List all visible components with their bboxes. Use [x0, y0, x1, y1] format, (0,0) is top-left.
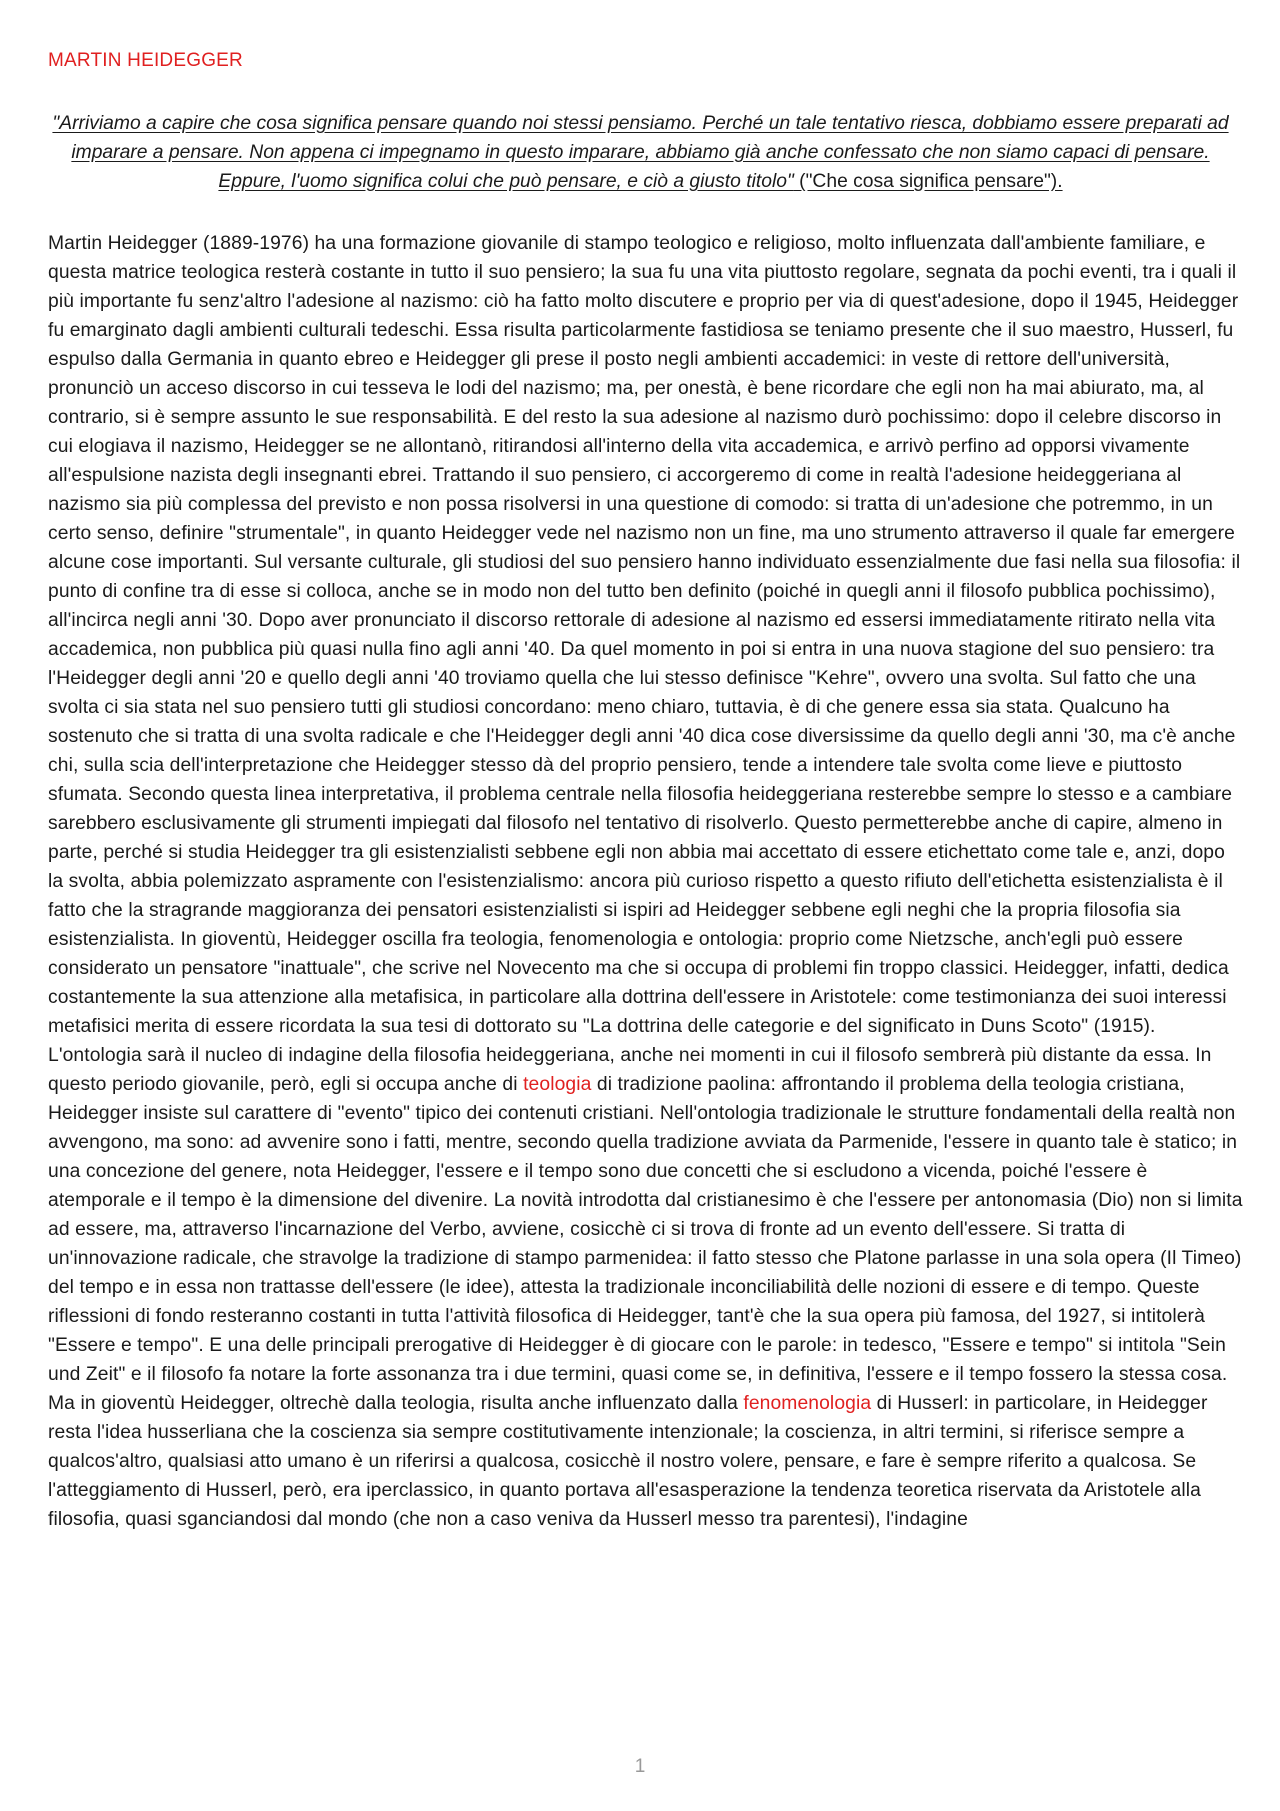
link-fenomenologia[interactable]: fenomenologia [743, 1393, 872, 1414]
body-text-part-1: Martin Heidegger (1889-1976) ha una formazione giovanile di stampo teologico e religioso, molto influenzata dall'ambiente familiare, e questa matrice teologica resterà costante in tutto il suo pensiero; la sua fu una vita piuttosto regolare, segnata da pochi eventi, tra i quali il più importante fu senz'altro l'adesione al nazismo: ciò ha fatto molto discutere e proprio per via di quest'adesione, dopo il 1945, Heidegger fu emarginato dagli ambienti culturali tedeschi. Essa risulta particolarmente fastidiosa se teniamo presente che il suo maestro, Husserl, fu espulso dalla Germania in quanto ebreo e Heidegger gli prese il posto negli ambienti accademici: in veste di rettore dell'università, pronunciò un acceso discorso in cui tesseva le lodi del nazismo; ma, per onestà, è bene ricordare che egli non ha mai abiurato, ma, al contrario, si è sempre assunto le sue responsabilità. E del resto la sua adesione al nazismo durò pochissimo: dopo il celebre discorso in cui elogiava il nazismo, Heidegger se ne allontanò, ritirandosi all'interno della vita accademica, e arrivò perfino ad opporsi vivamente all'espulsione nazista degli insegnanti ebrei. Trattando il suo pensiero, ci accorgeremo di come in realtà l'adesione heideggeriana al nazismo sia più complessa del previsto e non possa risolversi in una questione di comodo: si tratta di un'adesione che potremmo, in un certo senso, definire "strumentale", in quanto Heidegger vede nel nazismo non un fine, ma uno strumento attraverso il quale far emergere alcune cose importanti. Sul versante culturale, gli studiosi del suo pensiero hanno individuato essenzialmente due fasi nella sua filosofia: il punto di confine tra di esse si colloca, anche se in modo non del tutto ben definito (poiché in quegli anni il filosofo pubblica pochissimo), all'incirca negli anni '30. Dopo aver pronunciato il discorso rettorale di adesione al nazismo ed essersi immediatamente ritirato nella vita accademica, non pubblica più quasi nulla fino agli anni '40. Da quel momento in poi si entra in una nuova stagione del suo pensiero: tra l'Heidegger degli anni '20 e quello degli anni '40 troviamo quella che lui stesso definisce "Kehre", ovvero una svolta. Sul fatto che una svolta ci sia stata nel suo pensiero tutti gli studiosi concordano: meno chiaro, tuttavia, è di che genere essa sia stata. Qualcuno ha sostenuto che si tratta di una svolta radicale e che l'Heidegger degli anni '40 dica cose diversissime da quello degli anni '30, ma c'è anche chi, sulla scia dell'interpretazione che Heidegger stesso dà del proprio pensiero, tende a intendere tale svolta come lieve e piuttosto sfumata. Secondo questa linea interpretativa, il problema centrale nella filosofia heideggeriana resterebbe sempre lo stesso e a cambiare sarebbero esclusivamente gli strumenti impiegati dal filosofo nel tentativo di risolverlo. Questo permetterebbe anche di capire, almeno in parte, perché si studia Heidegger tra gli esistenzialisti sebbene egli non abbia mai accettato di essere etichettato come tale e, anzi, dopo la svolta, abbia polemizzato aspramente con l'esistenzialismo: ancora più curioso rispetto a questo rifiuto dell'etichetta esistenzialista è il fatto che la stragrande maggioranza dei pensatori esistenzialisti si ispiri ad Heidegger sebbene egli neghi che la propria filosofia sia esistenzialista. In gioventù, Heidegger oscilla fra teologia, fenomenologia e ontologia: proprio come Nietzsche, anch'egli può essere considerato un pensatore "inattuale", che scrive nel Novecento ma che si occupa di problemi fin troppo classici. Heidegger, infatti, dedica costantemente la sua attenzione alla metafisica, in particolare alla dottrina dell'essere in Aristotele: come testimonianza dei suoi interessi metafisici merita di essere ricordata la sua tesi di dottorato su "La dottrina delle categorie e del significato in Duns Scoto" (1915). L'ontologia sarà il nucleo di indagine della filosofia heideggeriana, anche nei momenti in cui il filosofo sembrerà più distante da essa. In questo periodo giovanile, però, egli si occupa anche di [48, 233, 1241, 1095]
page-number: 1 [634, 1756, 646, 1777]
epigraph-quote [48, 109, 1233, 196]
document-title: MARTIN HEIDEGGER [48, 50, 243, 71]
body-paragraph [48, 229, 1243, 1534]
body-text-part-2: di tradizione paolina: affrontando il problema della teologia cristiana, Heidegger insiste sul carattere di "evento" tipico dei contenuti cristiani. Nell'ontologia tradizionale le strutture fondamentali della realtà non avvengono, ma sono: ad avvenire sono i fatti, mentre, secondo quella tradizione avviata da Parmenide, l'essere in quanto tale è statico; in una concezione del genere, nota Heidegger, l'essere e il tempo sono due concetti che si escludono a vicenda, poiché l'essere è atemporale e il tempo è la dimensione del divenire. La novità introdotta dal cristianesimo è che l'essere per antonomasia (Dio) non si limita ad essere, ma, attraverso l'incarnazione del Verbo, avviene, cosicchè ci si trova di fronte ad un evento dell'essere. Si tratta di un'innovazione radicale, che stravolge la tradizione di stampo parmenidea: il fatto stesso che Platone parlasse in una sola opera (Il Timeo) del tempo e in essa non trattasse dell'essere (le idee), attesta la tradizionale inconciliabilità delle nozioni di essere e di tempo. Queste riflessioni di fondo resteranno costanti in tutta l'attività filosofica di Heidegger, tant'è che la sua opera più famosa, del 1927, si intitolerà "Essere e tempo". E una delle principali prerogative di Heidegger è di giocare con le parole: in tedesco, "Essere e tempo" si intitola "Sein und Zeit" e il filosofo fa notare la forte assonanza tra i due termini, quasi come se, in definitiva, l'essere e il tempo fossero la stessa cosa. Ma in gioventù Heidegger, oltrechè dalla teologia, risulta anche influenzato dalla [48, 1074, 1243, 1414]
quote-source: ("Che cosa significa pensare"). [793, 171, 1063, 192]
link-teologia[interactable]: teologia [523, 1074, 592, 1095]
quote-text: "Arriviamo a capire che cosa significa pensare quando noi stessi pensiamo. Perché un tale tentativo riesca, dobbiamo essere preparati ad imparare a pensare. Non appena ci impegnamo in questo imparare, abbiamo già anche confessato che non siamo capaci di pensare. Eppure, l'uomo significa colui che può pensare, e ciò a giusto titolo" [52, 113, 1229, 192]
body-text-part-3: di Husserl: in particolare, in Heidegger resta l'idea husserliana che la coscienza sia sempre costitutivamente intenzionale; la coscienza, in altri termini, si riferisce sempre a qualcos'altro, qualsiasi atto umano è un riferirsi a qualcosa, cosicchè il nostro volere, pensare, e fare è sempre riferito a qualcosa. Se l'atteggiamento di Husserl, però, era iperclassico, in quanto portava all'esasperazione la tendenza teoretica riservata da Aristotele alla filosofia, quasi sganciandosi dal mondo (che non a caso veniva da Husserl messo tra parentesi), l'indagine [48, 1393, 1208, 1530]
